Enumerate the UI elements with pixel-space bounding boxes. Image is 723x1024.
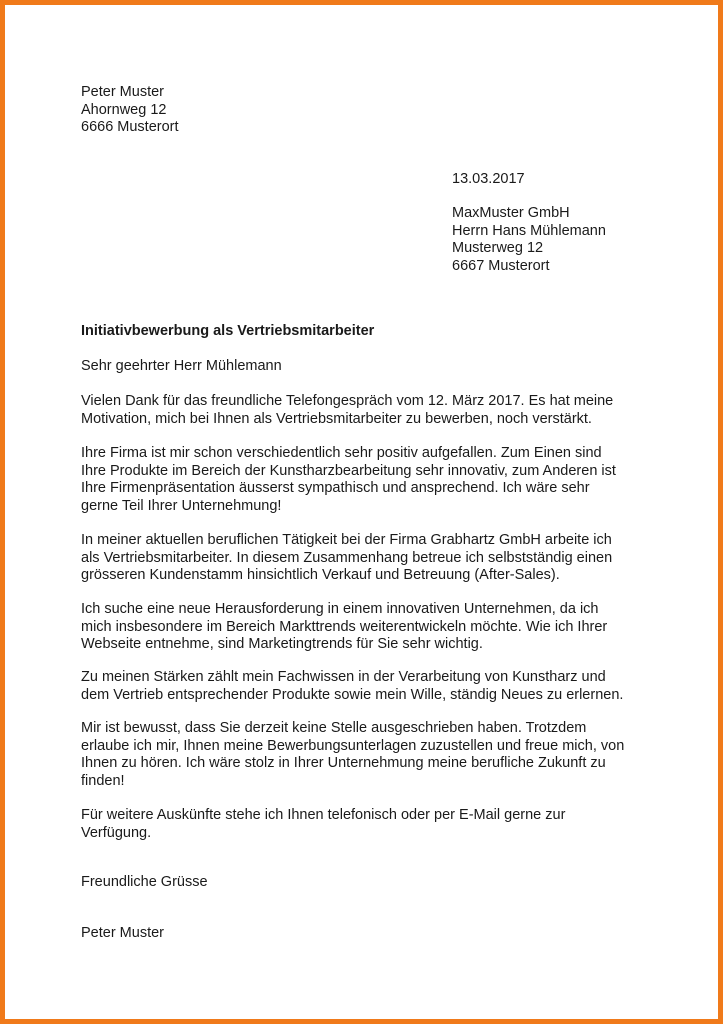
- paragraph-line: mich insbesondere im Bereich Markttrends weiterentwickeln möchte. Wie ich Ihrer: [81, 618, 608, 635]
- paragraph-line: Motivation, mich bei Ihnen als Vertriebsmitarbeiter zu bewerben, noch verstärkt.: [81, 410, 592, 427]
- paragraph-line: grösseren Kundenstamm hinsichtlich Verkauf und Betreuung (After-Sales).: [81, 567, 560, 583]
- letter-date-block: [452, 171, 525, 189]
- paragraph-strengths: [81, 669, 653, 704]
- paragraph-contact: [81, 807, 653, 842]
- sender-city: 6666 Musterort: [81, 119, 179, 135]
- salutation-block: [81, 358, 653, 376]
- recipient-address: [452, 205, 606, 275]
- paragraph-line: finden!: [81, 772, 125, 789]
- paragraph-line: Webseite entnehme, sind Marketingtrends für Sie sehr wichtig.: [81, 636, 483, 652]
- recipient-city: 6667 Musterort: [452, 257, 550, 274]
- subject-block: [81, 323, 653, 341]
- paragraph-line: als Vertriebsmitarbeiter. In diesem Zusammenhang betreue ich selbstständig einen: [81, 549, 613, 566]
- recipient-company: MaxMuster GmbH: [452, 205, 570, 221]
- letter-date: 13.03.2017: [452, 171, 525, 187]
- paragraph-company: [81, 445, 653, 515]
- paragraph-line: dem Vertrieb entsprechender Produkte sowie mein Wille, ständig Neues zu erlernen.: [81, 686, 624, 703]
- paragraph-line: Ich suche eine neue Herausforderung in einem innovativen Unternehmen, da ich: [81, 601, 599, 617]
- paragraph-line: Verfügung.: [81, 824, 152, 841]
- paragraph-application: [81, 720, 653, 790]
- paragraph-line: gerne Teil Ihrer Unternehmung!: [81, 497, 282, 514]
- paragraph-line: Zu meinen Stärken zählt mein Fachwissen in der Verarbeitung von Kunstharz und: [81, 669, 606, 685]
- paragraph-line: Vielen Dank für das freundliche Telefongespräch vom 12. März 2017. Es hat meine: [81, 393, 614, 409]
- closing-block: [81, 874, 653, 892]
- signature-block: [81, 925, 653, 943]
- paragraph-thanks: [81, 393, 653, 428]
- paragraph-line: Mir ist bewusst, dass Sie derzeit keine Stelle ausgeschrieben haben. Trotzdem: [81, 720, 587, 736]
- paragraph-line: In meiner aktuellen beruflichen Tätigkeit bei der Firma Grabhartz GmbH arbeite ich: [81, 532, 612, 548]
- paragraph-current-job: [81, 532, 653, 585]
- sender-street: Ahornweg 12: [81, 101, 167, 118]
- paragraph-line: Ihre Firmenpräsentation äusserst sympathisch und ansprechend. Ich wäre sehr: [81, 480, 590, 496]
- paragraph-line: Ihnen zu hören. Ich wäre stolz in Ihrer Unternehmung meine berufliche Zukunft zu: [81, 755, 606, 771]
- closing: Freundliche Grüsse: [81, 874, 208, 890]
- recipient-person: Herrn Hans Mühlemann: [452, 222, 606, 239]
- paragraph-line: erlaube ich mir, Ihnen meine Bewerbungsunterlagen zuzustellen und freue mich, von: [81, 737, 625, 754]
- sender-name: Peter Muster: [81, 84, 164, 100]
- recipient-street: Musterweg 12: [452, 240, 544, 256]
- paragraph-line: Für weitere Auskünfte stehe ich Ihnen telefonisch oder per E-Mail gerne zur: [81, 807, 566, 823]
- paragraph-challenge: [81, 601, 653, 654]
- sender-address: [81, 84, 653, 137]
- paragraph-line: Ihre Firma ist mir schon verschiedentlich sehr positiv aufgefallen. Zum Einen sind: [81, 445, 602, 461]
- salutation: Sehr geehrter Herr Mühlemann: [81, 358, 282, 374]
- subject-line: Initiativbewerbung als Vertriebsmitarbeiter: [81, 323, 375, 339]
- paragraph-line: Ihre Produkte im Bereich der Kunstharzbearbeitung sehr innovativ, zum Anderen ist: [81, 462, 616, 479]
- signature-name: Peter Muster: [81, 925, 164, 941]
